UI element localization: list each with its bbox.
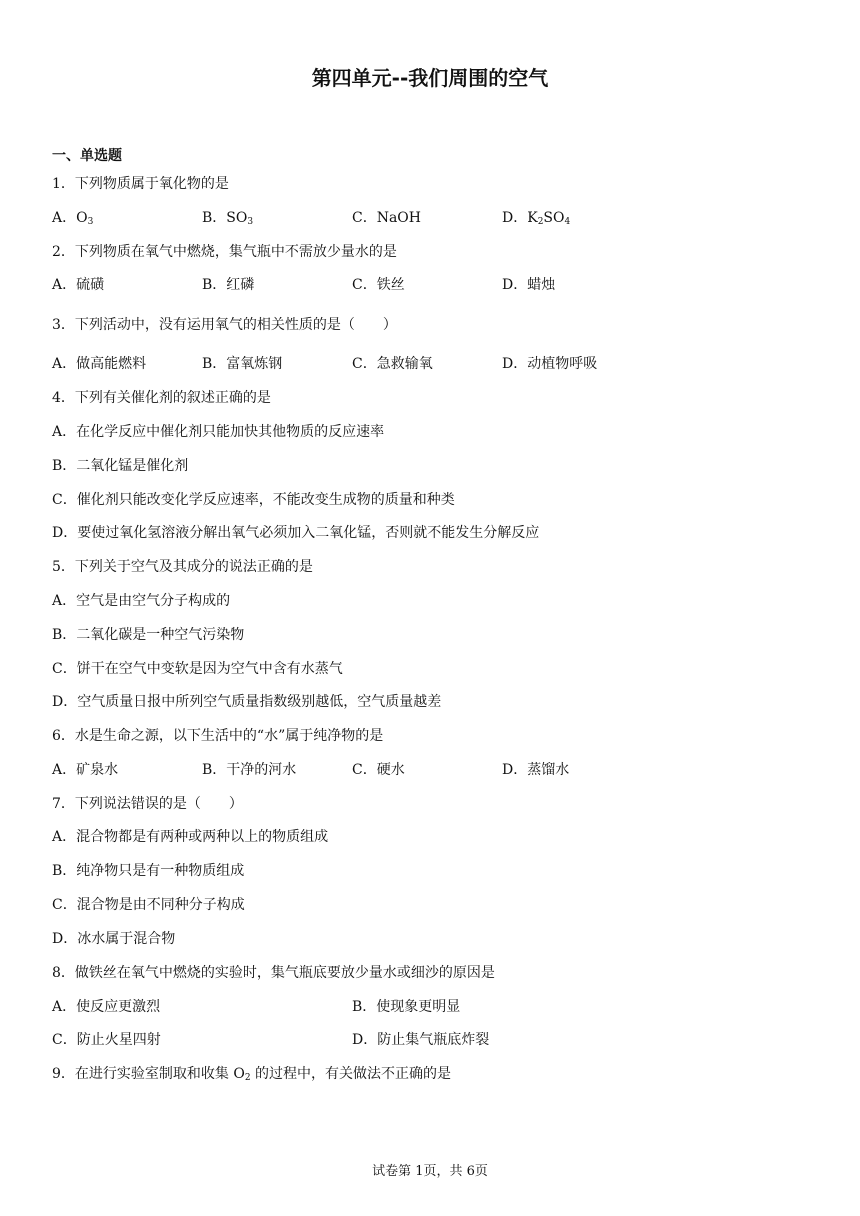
option-a: A．空气是由空气分子构成的 xyxy=(52,593,231,609)
option-d: D．要使过氧化氢溶液分解出氧气必须加入二氧化锰，否则就不能发生分解反应 xyxy=(52,525,540,541)
section-heading: 一、单选题 xyxy=(52,148,122,164)
option-c: C．硬水 xyxy=(352,762,405,778)
option-c: C．急救输氧 xyxy=(352,356,433,372)
question-2: 2．下列物质在氧气中燃烧，集气瓶中不需放少量水的是 xyxy=(52,244,397,260)
option-b: B．二氧化碳是一种空气污染物 xyxy=(52,627,245,643)
question-8: 8．做铁丝在氧气中燃烧的实验时，集气瓶底要放少量水或细沙的原因是 xyxy=(52,965,495,981)
option-b: B．红磷 xyxy=(202,277,255,293)
question-6: 6．水是生命之源，以下生活中的“水”属于纯净物的是 xyxy=(52,728,384,744)
option-d: D．冰水属于混合物 xyxy=(52,931,176,947)
option-a: A．做高能燃料 xyxy=(52,356,147,372)
option-d: D．空气质量日报中所列空气质量指数级别越低，空气质量越差 xyxy=(52,694,442,710)
option-d: D．$K_2SO_4$ xyxy=(502,210,571,227)
question-4: 4．下列有关催化剂的叙述正确的是 xyxy=(52,390,271,406)
option-c: C．混合物是由不同种分子构成 xyxy=(52,897,245,913)
option-b: B．使现象更明显 xyxy=(352,999,461,1015)
option-b: B．$SO_3$ xyxy=(202,210,254,227)
option-c: C．饼干在空气中变软是因为空气中含有水蒸气 xyxy=(52,661,343,677)
option-c: C．铁丝 xyxy=(352,277,405,293)
option-b: B．富氧炼钢 xyxy=(202,356,283,372)
question-9: 9．在进行实验室制取和收集 $O_2$ 的过程中，有关做法不正确的是 xyxy=(52,1066,452,1083)
option-d: D．防止集气瓶底炸裂 xyxy=(352,1032,490,1048)
option-c: C．NaOH xyxy=(352,210,421,226)
option-a: A．$O_3$ xyxy=(52,210,94,227)
option-d: D．动植物呼吸 xyxy=(502,356,598,372)
option-a: A．硫磺 xyxy=(52,277,105,293)
option-a: A．使反应更激烈 xyxy=(52,999,161,1015)
option-c: C．催化剂只能改变化学反应速率，不能改变生成物的质量和种类 xyxy=(52,492,455,508)
option-b: B．干净的河水 xyxy=(202,762,297,778)
question-7: 7．下列说法错误的是（ ） xyxy=(52,796,243,812)
option-d: D．蒸馏水 xyxy=(502,762,570,778)
page-footer: 试卷第 1页，共 6页 xyxy=(372,1164,488,1179)
option-b: B．二氧化锰是催化剂 xyxy=(52,458,189,474)
option-b: B．纯净物只是有一种物质组成 xyxy=(52,863,245,879)
question-3: 3．下列活动中，没有运用氧气的相关性质的是（ ） xyxy=(52,317,397,333)
question-5: 5．下列关于空气及其成分的说法正确的是 xyxy=(52,559,313,575)
option-a: A．矿泉水 xyxy=(52,762,119,778)
question-1: 1．下列物质属于氧化物的是 xyxy=(52,176,229,192)
option-a: A．混合物都是有两种或两种以上的物质组成 xyxy=(52,829,329,845)
option-d: D．蜡烛 xyxy=(502,277,556,293)
option-a: A．在化学反应中催化剂只能加快其他物质的反应速率 xyxy=(52,424,385,440)
option-c: C．防止火星四射 xyxy=(52,1032,161,1048)
page-title: 第四单元--我们周围的空气 xyxy=(311,66,549,90)
